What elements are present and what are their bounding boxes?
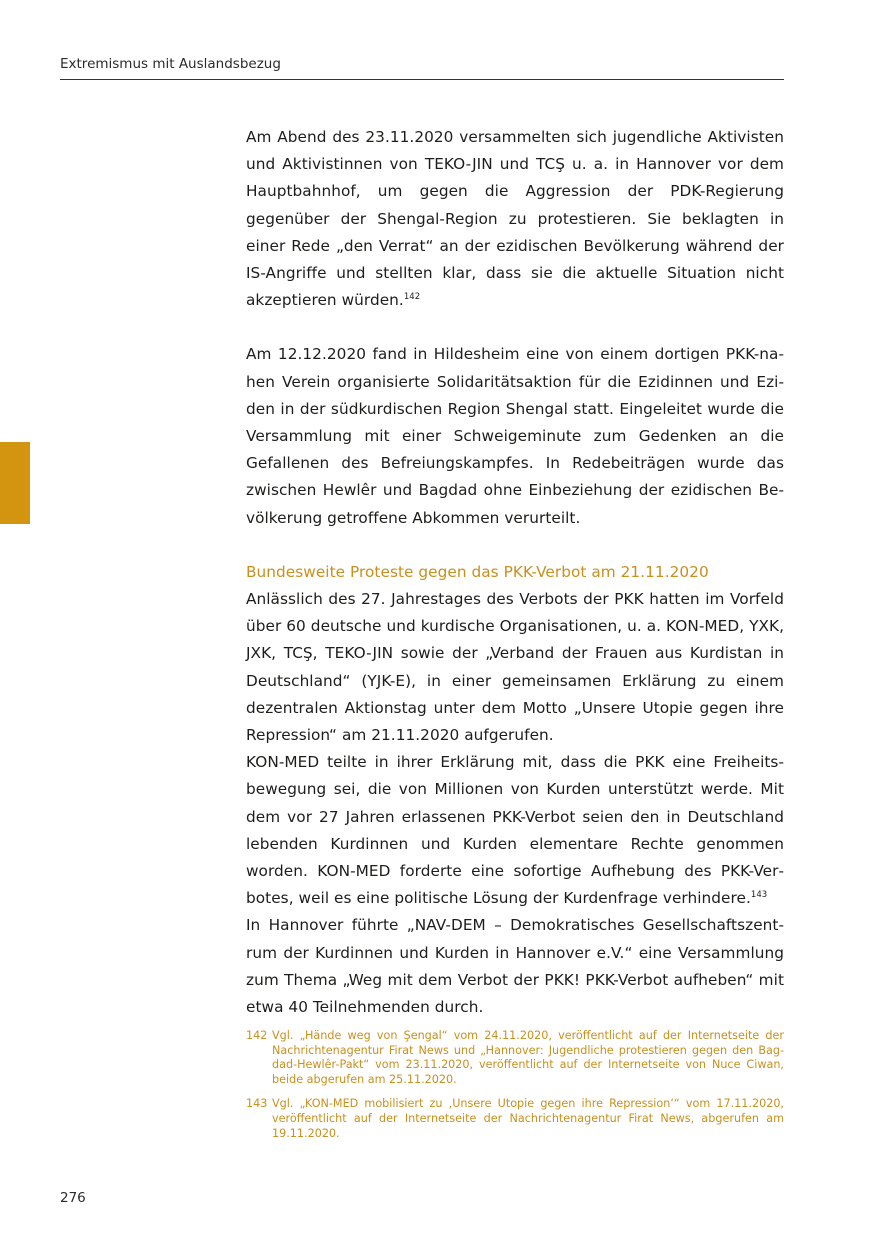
footnote-143 xyxy=(246,1097,784,1141)
footnote-ref-143[interactable]: 143 xyxy=(750,890,768,901)
paragraph-2: Am 12.12.2020 fand in Hildesheim eine von einem dortigen PKK-nahen Verein organisierte Solidaritätsaktion für die Ezidinnen und Eziden in der südkurdischen Region Shengal statt. Eingeleitet wurde die Versammlung mit einer Schweigeminute zum Gedenken an die Gefallenen des Befreiungskampfes. In Redebeiträgen wurde das zwischen Hewlêr und Bagdad ohne Einbeziehung der ezidischen Bevölkerung getroffene Abkommen verurteilt. xyxy=(246,345,784,527)
footnote-number: 142 xyxy=(246,1029,268,1042)
chapter-side-tab xyxy=(0,442,30,524)
running-head-title: Extremismus mit Auslandsbezug xyxy=(60,56,281,72)
paragraph-4-text: KON-MED teilte in ihrer Erklärung mit, dass die PKK eine Freiheitsbewegung sei, die von Millionen von Kurden unterstützt werde. Mit dem vor 27 Jahren erlassenen PKK-Verbot seien den in Deutschland lebenden Kurdinnen und Kurden elementare Rechte genommen worden. KON-MED forderte eine sofortige Aufhebung des PKK-Verbotes, weil es eine politische Lösung der Kurdenfrage verhindere. xyxy=(246,753,784,908)
footnote-text: Vgl. „KON-MED mobilisiert zu ‚Unsere Utopie gegen ihre Repression‘“ vom 17.11.2020, veröffentlicht auf der Internetseite der Nachrichtenagentur Firat News, abgerufen am 19.11.2020. xyxy=(272,1097,784,1140)
footnotes xyxy=(246,1029,784,1151)
footnote-number: 143 xyxy=(246,1097,268,1111)
footnote-text: Vgl. „Hände weg von Şengal“ vom 24.11.2020, veröffentlicht auf der Internetseite der Nachrichtenagentur Firat News und „Hannover: Jugendliche protestieren gegen den Bagdad-Hewlêr-Pakt“ vom 23.11.2020, veröffentlicht auf der Internetseite von Nuce Ciwan, beide abgerufen am 25.11.2020. xyxy=(272,1029,784,1086)
paragraph-3: Anlässlich des 27. Jahrestages des Verbots der PKK hatten im Vorfeld über 60 deutsche und kurdische Organisationen, u. a. KON-MED, YXK, JXK, TCŞ, TEKO-JIN sowie der „Verband der Frauen aus Kurdistan in Deutschland“ (YJK-E), in einer gemeinsamen Erklärung zu einem dezentralen Aktionstag unter dem Motto „Unsere Utopie gegen ihre Repression“ am 21.11.2020 aufgerufen. xyxy=(246,590,784,745)
paragraph-1 xyxy=(246,124,784,314)
footnote-ref-142[interactable]: 142 xyxy=(403,292,421,303)
paragraph-4 xyxy=(246,749,784,912)
paragraph-1-text: Am Abend des 23.11.2020 versammelten sich jugendliche Aktivisten und Aktivistinnen von TEKO-JIN und TCŞ u. a. in Hannover vor dem Hauptbahnhof, um gegen die Aggression der PDK-Regierung gegenüber der Shengal-Region zu protestieren. Sie beklagten in einer Rede „den Verrat“ an der ezidischen Bevölkerung während der IS-Angriffe und stellten klar, dass sie die aktuelle Situation nicht akzeptieren würden. xyxy=(246,128,784,310)
footnote-142 xyxy=(246,1029,784,1087)
paragraph-5: In Hannover führte „NAV-DEM – Demokratisches Gesellschaftszentrum der Kurdinnen und Kurden in Hannover e.V.“ eine Versammlung zum Thema „Weg mit dem Verbot der PKK! PKK-Verbot aufheben“ mit etwa 40 Teilnehmenden durch. xyxy=(246,916,784,1017)
page-number: 276 xyxy=(60,1190,86,1206)
header-rule xyxy=(60,79,784,80)
section-subheading: Bundesweite Proteste gegen das PKK-Verbot am 21.11.2020 xyxy=(246,562,709,581)
main-content xyxy=(246,124,784,1021)
